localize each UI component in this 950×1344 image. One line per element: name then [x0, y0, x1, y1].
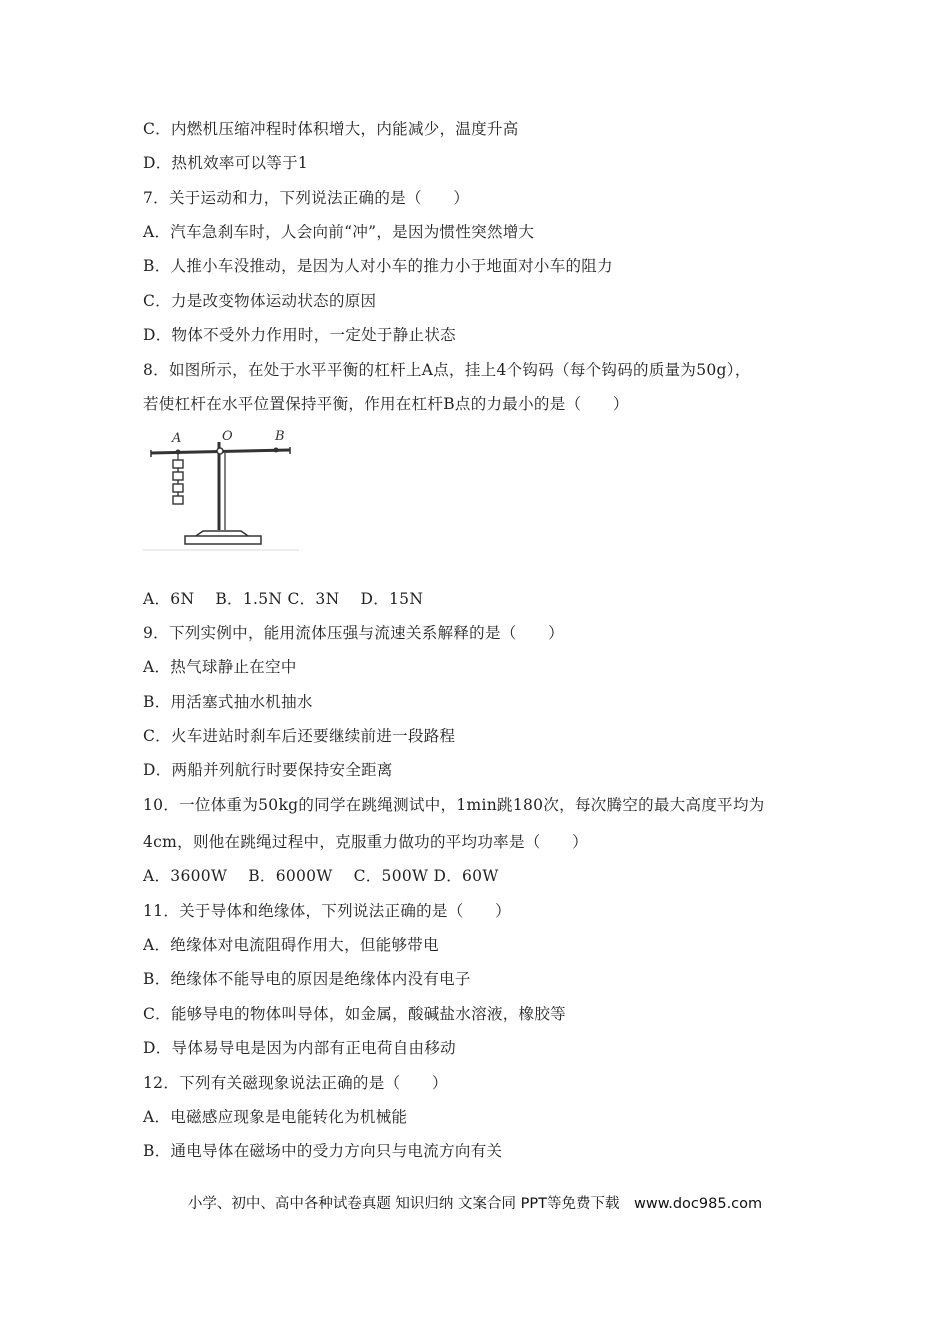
page-footer: 小学、初中、高中各种试卷真题 知识归纳 文案合同 PPT等免费下载 www.doc985.com — [187, 1196, 763, 1212]
point-a-marker — [176, 450, 181, 455]
point-b-marker — [274, 448, 279, 453]
question-12-stem: 12．下列有关磁现象说法正确的是（ ） — [143, 1074, 448, 1092]
question-9-option-c: C．火车进站时刹车后还要继续前进一段路程 — [143, 727, 456, 745]
question-8-options: A．6N B．1.5N C．3N D．15N — [143, 590, 424, 608]
question-7-option-c: C．力是改变物体运动状态的原因 — [143, 292, 377, 310]
question-9-option-b: B．用活塞式抽水机抽水 — [143, 693, 313, 711]
question-11-option-b: B．绝缘体不能导电的原因是绝缘体内没有电子 — [143, 970, 471, 988]
question-11-stem: 11．关于导体和绝缘体，下列说法正确的是（ ） — [143, 902, 511, 920]
question-11-option-a: A．绝缘体对电流阻碍作用大，但能够带电 — [143, 936, 439, 954]
question-10-stem-line-2: 4cm，则他在跳绳过程中，克服重力做功的平均功率是（ ） — [143, 833, 588, 851]
question-11-option-d: D．导体易导电是因为内部有正电荷自由移动 — [143, 1039, 456, 1057]
pivot-o — [217, 448, 223, 454]
question-6-option-d: D．热机效率可以等于1 — [143, 154, 309, 172]
question-10-options: A．3600W B．6000W C．500W D．60W — [143, 867, 499, 885]
question-8-stem-line-1: 8．如图所示，在处于水平平衡的杠杆上A点，挂上4个钩码（每个钩码的质量为50g）， — [143, 361, 751, 379]
hooked-weights — [173, 460, 183, 504]
question-11-option-c: C．能够导电的物体叫导体，如金属，酸碱盐水溶液，橡胶等 — [143, 1005, 566, 1023]
label-b: B — [275, 429, 285, 444]
lever-figure — [143, 426, 299, 552]
question-7-option-a: A．汽车急刹车时，人会向前“冲”，是因为惯性突然增大 — [143, 223, 535, 241]
label-o: O — [222, 429, 233, 444]
question-9-option-d: D．两船并列航行时要保持安全距离 — [143, 761, 393, 779]
question-9-option-a: A．热气球静止在空中 — [143, 658, 297, 676]
question-7-option-b: B．人推小车没推动，是因为人对小车的推力小于地面对小车的阻力 — [143, 257, 613, 275]
question-7-option-d: D．物体不受外力作用时，一定处于静止状态 — [143, 326, 456, 344]
question-8-stem-line-2: 若使杠杆在水平位置保持平衡，作用在杠杆B点的力最小的是（ ） — [143, 395, 629, 413]
question-12-option-b: B．通电导体在磁场中的受力方向只与电流方向有关 — [143, 1142, 503, 1160]
label-a: A — [172, 431, 182, 446]
question-10-stem-line-1: 10．一位体重为50kg的同学在跳绳测试中，1min跳180次，每次腾空的最大高度平均为 — [143, 796, 765, 814]
question-6-option-c: C．内燃机压缩冲程时体积增大，内能减少，温度升高 — [143, 120, 519, 138]
question-9-stem: 9．下列实例中，能用流体压强与流速关系解释的是（ ） — [143, 624, 564, 642]
question-7-stem: 7．关于运动和力，下列说法正确的是（ ） — [143, 189, 470, 207]
question-12-option-a: A．电磁感应现象是电能转化为机械能 — [143, 1108, 408, 1126]
